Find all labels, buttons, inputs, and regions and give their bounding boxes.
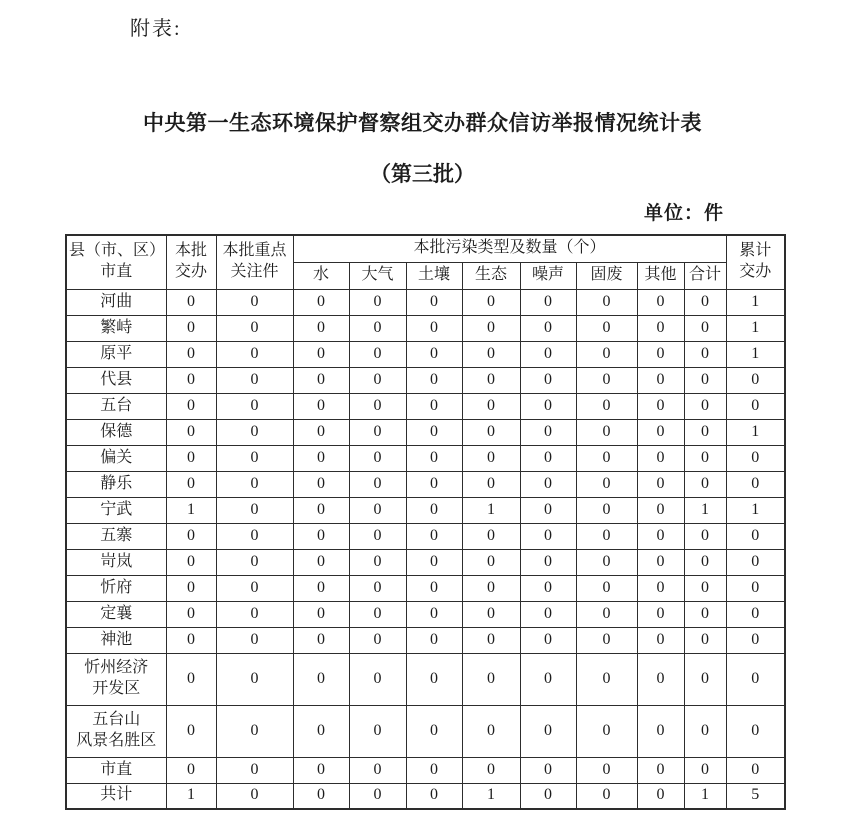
row-region-name: 原平 <box>66 341 166 367</box>
header-pollution-col-ecology: 生态 <box>462 262 520 289</box>
value-cell: 0 <box>462 445 520 471</box>
value-cell: 0 <box>637 471 684 497</box>
value-cell: 0 <box>726 523 785 549</box>
value-cell: 0 <box>166 549 216 575</box>
value-cell: 0 <box>576 419 637 445</box>
row-region-name: 代县 <box>66 367 166 393</box>
value-cell: 0 <box>637 783 684 809</box>
value-cell: 0 <box>293 705 349 757</box>
value-cell: 0 <box>216 289 293 315</box>
value-cell: 0 <box>637 393 684 419</box>
header-region-line2: 市直 <box>100 263 133 281</box>
value-cell: 0 <box>726 705 785 757</box>
table-row <box>66 289 785 315</box>
table-row <box>66 367 785 393</box>
value-cell: 0 <box>216 393 293 419</box>
value-cell: 0 <box>576 653 637 705</box>
value-cell: 0 <box>166 341 216 367</box>
header-pollution-group: 本批污染类型及数量（个） <box>293 235 726 262</box>
value-cell: 0 <box>576 393 637 419</box>
value-cell: 0 <box>166 653 216 705</box>
page-title: 中央第一生态环境保护督察组交办群众信访举报情况统计表 <box>143 111 702 135</box>
value-cell: 0 <box>349 393 406 419</box>
value-cell: 0 <box>637 523 684 549</box>
value-cell: 0 <box>216 497 293 523</box>
value-cell: 0 <box>406 523 462 549</box>
value-cell: 0 <box>684 289 726 315</box>
header-batch-line2: 交办 <box>174 263 207 281</box>
value-cell: 0 <box>406 419 462 445</box>
value-cell: 0 <box>349 445 406 471</box>
table-row <box>66 705 785 757</box>
value-cell: 0 <box>293 367 349 393</box>
value-cell: 0 <box>349 757 406 783</box>
value-cell: 1 <box>684 783 726 809</box>
value-cell: 0 <box>520 341 576 367</box>
table-row <box>66 523 785 549</box>
value-cell: 0 <box>637 367 684 393</box>
value-cell: 0 <box>293 315 349 341</box>
value-cell: 0 <box>637 757 684 783</box>
value-cell: 0 <box>637 705 684 757</box>
value-cell: 0 <box>684 601 726 627</box>
value-cell: 0 <box>462 549 520 575</box>
value-cell: 0 <box>637 315 684 341</box>
unit-label: 单位：件 <box>643 203 724 224</box>
value-cell: 0 <box>166 575 216 601</box>
value-cell: 0 <box>293 393 349 419</box>
value-cell: 0 <box>293 419 349 445</box>
value-cell: 0 <box>293 653 349 705</box>
value-cell: 0 <box>166 705 216 757</box>
table-row <box>66 653 785 705</box>
value-cell: 0 <box>726 601 785 627</box>
value-cell: 0 <box>520 601 576 627</box>
value-cell: 0 <box>576 289 637 315</box>
value-cell: 0 <box>406 601 462 627</box>
value-cell: 0 <box>520 653 576 705</box>
value-cell: 0 <box>637 601 684 627</box>
value-cell: 0 <box>520 523 576 549</box>
value-cell: 0 <box>166 445 216 471</box>
value-cell: 0 <box>293 757 349 783</box>
table-row <box>66 549 785 575</box>
value-cell: 0 <box>406 783 462 809</box>
value-cell: 0 <box>349 627 406 653</box>
value-cell: 0 <box>462 705 520 757</box>
row-region-name: 宁武 <box>66 497 166 523</box>
header-row-1 <box>66 235 785 262</box>
value-cell: 0 <box>293 549 349 575</box>
value-cell: 0 <box>726 549 785 575</box>
value-cell: 0 <box>349 601 406 627</box>
value-cell: 0 <box>349 315 406 341</box>
value-cell: 0 <box>576 523 637 549</box>
value-cell: 0 <box>520 471 576 497</box>
value-cell: 0 <box>726 445 785 471</box>
value-cell: 0 <box>520 783 576 809</box>
value-cell: 0 <box>406 445 462 471</box>
table-row <box>66 393 785 419</box>
value-cell: 1 <box>462 497 520 523</box>
value-cell: 0 <box>406 549 462 575</box>
table-row <box>66 757 785 783</box>
page-subtitle: （第三批） <box>370 162 475 186</box>
value-cell: 1 <box>462 783 520 809</box>
value-cell: 0 <box>637 575 684 601</box>
value-cell: 0 <box>520 705 576 757</box>
value-cell: 0 <box>293 627 349 653</box>
value-cell: 0 <box>576 315 637 341</box>
value-cell: 0 <box>576 367 637 393</box>
value-cell: 0 <box>576 575 637 601</box>
row-region-name: 五台 <box>66 393 166 419</box>
value-cell: 0 <box>520 549 576 575</box>
header-key-line1: 本批重点 <box>222 242 287 260</box>
value-cell: 0 <box>166 393 216 419</box>
value-cell: 0 <box>349 575 406 601</box>
value-cell: 0 <box>406 393 462 419</box>
value-cell: 0 <box>637 289 684 315</box>
row-region-name: 共计 <box>66 783 166 809</box>
header-pollution-col-soil: 土壤 <box>406 262 462 289</box>
value-cell: 0 <box>406 497 462 523</box>
value-cell: 0 <box>166 601 216 627</box>
value-cell: 0 <box>684 341 726 367</box>
value-cell: 1 <box>726 497 785 523</box>
row-region-name: 神池 <box>66 627 166 653</box>
value-cell: 0 <box>576 471 637 497</box>
header-region <box>66 235 166 289</box>
value-cell: 0 <box>349 783 406 809</box>
value-cell: 0 <box>216 549 293 575</box>
value-cell: 0 <box>684 419 726 445</box>
value-cell: 0 <box>576 627 637 653</box>
table-row <box>66 445 785 471</box>
table-row <box>66 575 785 601</box>
value-cell: 0 <box>293 341 349 367</box>
value-cell: 1 <box>166 497 216 523</box>
row-region-name: 忻府 <box>66 575 166 601</box>
value-cell: 0 <box>216 471 293 497</box>
value-cell: 5 <box>726 783 785 809</box>
value-cell: 0 <box>637 445 684 471</box>
value-cell: 0 <box>576 497 637 523</box>
value-cell: 0 <box>216 575 293 601</box>
value-cell: 0 <box>684 523 726 549</box>
value-cell: 0 <box>349 289 406 315</box>
value-cell: 0 <box>637 653 684 705</box>
value-cell: 0 <box>166 289 216 315</box>
value-cell: 0 <box>406 575 462 601</box>
value-cell: 0 <box>166 315 216 341</box>
table-row <box>66 783 785 809</box>
header-cumulative-line1: 累计 <box>739 242 772 260</box>
table-row <box>66 471 785 497</box>
value-cell: 0 <box>406 341 462 367</box>
value-cell: 0 <box>684 653 726 705</box>
table-row <box>66 315 785 341</box>
header-cumulative <box>726 235 785 289</box>
value-cell: 0 <box>684 315 726 341</box>
value-cell: 0 <box>349 705 406 757</box>
value-cell: 0 <box>520 289 576 315</box>
row-region-name: 保德 <box>66 419 166 445</box>
value-cell: 0 <box>406 627 462 653</box>
value-cell: 0 <box>349 549 406 575</box>
value-cell: 0 <box>349 471 406 497</box>
row-region-name: 忻州经济 开发区 <box>66 653 166 705</box>
value-cell: 0 <box>216 601 293 627</box>
value-cell: 0 <box>726 627 785 653</box>
value-cell: 0 <box>726 393 785 419</box>
value-cell: 0 <box>520 393 576 419</box>
value-cell: 0 <box>216 627 293 653</box>
header-batch-assigned <box>166 235 216 289</box>
value-cell: 0 <box>520 445 576 471</box>
row-region-name: 静乐 <box>66 471 166 497</box>
value-cell: 0 <box>216 523 293 549</box>
value-cell: 0 <box>520 627 576 653</box>
value-cell: 0 <box>462 289 520 315</box>
value-cell: 0 <box>293 471 349 497</box>
value-cell: 0 <box>349 497 406 523</box>
value-cell: 1 <box>684 497 726 523</box>
value-cell: 0 <box>684 627 726 653</box>
value-cell: 0 <box>349 367 406 393</box>
value-cell: 0 <box>520 575 576 601</box>
header-pollution-col-air: 大气 <box>349 262 406 289</box>
value-cell: 0 <box>684 757 726 783</box>
value-cell: 0 <box>520 497 576 523</box>
value-cell: 0 <box>216 315 293 341</box>
value-cell: 0 <box>216 445 293 471</box>
header-pollution-col-water: 水 <box>293 262 349 289</box>
value-cell: 0 <box>462 341 520 367</box>
value-cell: 0 <box>684 393 726 419</box>
value-cell: 0 <box>293 783 349 809</box>
value-cell: 0 <box>726 471 785 497</box>
value-cell: 0 <box>576 705 637 757</box>
value-cell: 0 <box>726 367 785 393</box>
value-cell: 0 <box>406 705 462 757</box>
value-cell: 0 <box>406 289 462 315</box>
value-cell: 0 <box>462 627 520 653</box>
value-cell: 0 <box>293 523 349 549</box>
value-cell: 0 <box>684 549 726 575</box>
value-cell: 0 <box>166 627 216 653</box>
appendix-label: 附表: <box>130 18 182 40</box>
value-cell: 0 <box>216 705 293 757</box>
value-cell: 0 <box>520 419 576 445</box>
table-row <box>66 601 785 627</box>
table-row <box>66 419 785 445</box>
value-cell: 0 <box>293 445 349 471</box>
value-cell: 0 <box>637 419 684 445</box>
value-cell: 1 <box>726 315 785 341</box>
row-region-name: 定襄 <box>66 601 166 627</box>
table-row <box>66 497 785 523</box>
value-cell: 0 <box>216 419 293 445</box>
value-cell: 0 <box>462 419 520 445</box>
table-body <box>66 289 785 809</box>
value-cell: 0 <box>462 315 520 341</box>
value-cell: 0 <box>637 549 684 575</box>
value-cell: 0 <box>216 367 293 393</box>
row-region-name: 河曲 <box>66 289 166 315</box>
value-cell: 0 <box>349 419 406 445</box>
header-cumulative-line2: 交办 <box>739 263 772 281</box>
value-cell: 0 <box>462 575 520 601</box>
value-cell: 0 <box>462 471 520 497</box>
value-cell: 0 <box>684 445 726 471</box>
value-cell: 0 <box>637 497 684 523</box>
value-cell: 1 <box>726 289 785 315</box>
value-cell: 0 <box>166 367 216 393</box>
row-region-name: 岢岚 <box>66 549 166 575</box>
value-cell: 0 <box>520 315 576 341</box>
value-cell: 0 <box>293 497 349 523</box>
value-cell: 0 <box>684 575 726 601</box>
value-cell: 0 <box>520 367 576 393</box>
row-region-name: 市直 <box>66 757 166 783</box>
value-cell: 0 <box>576 445 637 471</box>
value-cell: 1 <box>166 783 216 809</box>
value-cell: 0 <box>406 471 462 497</box>
stats-table <box>65 234 786 810</box>
value-cell: 0 <box>406 653 462 705</box>
value-cell: 0 <box>684 471 726 497</box>
value-cell: 0 <box>166 471 216 497</box>
value-cell: 1 <box>726 419 785 445</box>
header-region-line1: 县（市、区） <box>69 242 166 260</box>
value-cell: 0 <box>406 315 462 341</box>
value-cell: 0 <box>293 575 349 601</box>
value-cell: 0 <box>637 341 684 367</box>
table-row <box>66 341 785 367</box>
header-pollution-col-other: 其他 <box>637 262 684 289</box>
value-cell: 0 <box>462 653 520 705</box>
value-cell: 1 <box>726 341 785 367</box>
value-cell: 0 <box>166 523 216 549</box>
value-cell: 0 <box>726 757 785 783</box>
header-pollution-col-subtotal: 合计 <box>684 262 726 289</box>
value-cell: 0 <box>216 783 293 809</box>
row-region-name: 繁峙 <box>66 315 166 341</box>
value-cell: 0 <box>406 757 462 783</box>
value-cell: 0 <box>216 341 293 367</box>
value-cell: 0 <box>726 575 785 601</box>
table-row <box>66 627 785 653</box>
header-pollution-col-solid-waste: 固废 <box>576 262 637 289</box>
value-cell: 0 <box>166 757 216 783</box>
value-cell: 0 <box>637 627 684 653</box>
value-cell: 0 <box>684 367 726 393</box>
value-cell: 0 <box>576 549 637 575</box>
value-cell: 0 <box>684 705 726 757</box>
row-region-name: 偏关 <box>66 445 166 471</box>
header-key-items <box>216 235 293 289</box>
value-cell: 0 <box>216 757 293 783</box>
value-cell: 0 <box>726 653 785 705</box>
value-cell: 0 <box>576 783 637 809</box>
header-pollution-col-noise: 噪声 <box>520 262 576 289</box>
value-cell: 0 <box>293 289 349 315</box>
value-cell: 0 <box>166 419 216 445</box>
value-cell: 0 <box>576 757 637 783</box>
value-cell: 0 <box>462 393 520 419</box>
value-cell: 0 <box>406 367 462 393</box>
value-cell: 0 <box>576 601 637 627</box>
value-cell: 0 <box>520 757 576 783</box>
value-cell: 0 <box>293 601 349 627</box>
value-cell: 0 <box>216 653 293 705</box>
value-cell: 0 <box>349 523 406 549</box>
header-key-line2: 关注件 <box>230 263 279 281</box>
value-cell: 0 <box>462 601 520 627</box>
value-cell: 0 <box>462 757 520 783</box>
value-cell: 0 <box>576 341 637 367</box>
value-cell: 0 <box>349 341 406 367</box>
value-cell: 0 <box>349 653 406 705</box>
value-cell: 0 <box>462 523 520 549</box>
header-batch-line1: 本批 <box>174 242 207 260</box>
row-region-name: 五台山 风景名胜区 <box>66 705 166 757</box>
value-cell: 0 <box>462 367 520 393</box>
row-region-name: 五寨 <box>66 523 166 549</box>
